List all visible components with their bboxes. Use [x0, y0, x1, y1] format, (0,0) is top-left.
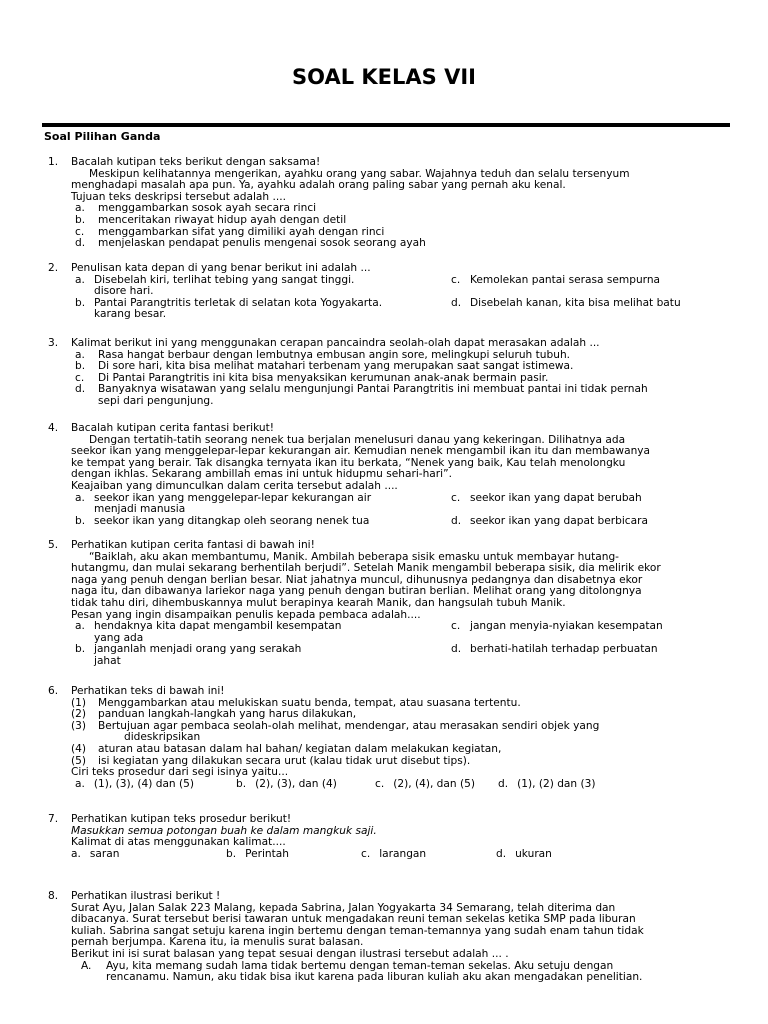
statement-text: Menggambarkan atau melukiskan suatu benda, tempat, atau suasana tertentu. — [98, 696, 521, 709]
option-letter: b. — [75, 643, 86, 656]
option-letter: a. — [75, 491, 85, 504]
option-text: menggambarkan sifat yang dimiliki ayah dengan rinci — [98, 225, 385, 238]
option-letter: d. — [451, 643, 462, 656]
passage-line: naga itu, dan dibawanya lariekor naga yang penuh dengan butiran berlian. Melihat orang yang ditolongnya — [71, 585, 642, 598]
question-number: 3. — [48, 337, 59, 349]
option-a[interactable] — [75, 779, 194, 791]
question-number: 5. — [48, 539, 59, 551]
statement-text: panduan langkah-langkah yang harus dilakukan, — [98, 708, 357, 721]
option-letter: c. — [375, 777, 385, 790]
option-letter: A. — [81, 959, 92, 972]
option-text: seekor ikan yang dapat berubah — [470, 491, 642, 504]
option-text: (1), (2) dan (3) — [517, 777, 596, 790]
question-prompt: Tujuan teks deskripsi tersebut adalah .... — [71, 190, 286, 203]
option-d[interactable] — [71, 384, 711, 407]
option-text: seekor ikan yang ditangkap oleh seorang nenek tua — [94, 514, 370, 527]
option-letter: c. — [451, 620, 461, 633]
statement-number: (5) — [71, 754, 87, 767]
option-a[interactable] — [71, 961, 711, 984]
question-stem: Perhatikan ilustrasi berikut ! — [71, 890, 221, 902]
statement-number: (2) — [71, 708, 87, 721]
passage-line: Surat Ayu, Jalan Salak 223 Malang, kepada Sabrina, Jalan Yogyakarta 34 Semarang, telah diterima dan — [71, 901, 616, 914]
option-letter: d. — [451, 514, 462, 527]
option-d[interactable] — [498, 779, 596, 791]
option-text-continued: menjadi manusia — [94, 503, 186, 516]
option-text: (2), (4), dan (5) — [393, 777, 475, 790]
passage-line: ke tempat yang berair. Tak disangka ternyata ikan itu berkata, “Nenek yang baik, Kau telah menolongku — [71, 456, 626, 469]
option-letter: d. — [75, 383, 86, 396]
option-letter: c. — [451, 491, 461, 504]
question-number: 4. — [48, 422, 59, 434]
option-text: menggambarkan sosok ayah secara rinci — [98, 202, 317, 215]
option-a[interactable] — [71, 275, 424, 298]
option-text: jangan menyia-nyiakan kesempatan — [470, 620, 663, 633]
section-heading: Soal Pilihan Ganda — [44, 130, 161, 143]
option-text: Banyaknya wisatawan yang selalu mengunjungi Pantai Parangtritis ini membuat pantai ini tidak pernah — [98, 383, 648, 396]
question-prompt: Berikut ini isi surat balasan yang tepat sesuai dengan ilustrasi tersebut adalah ... . — [71, 947, 509, 960]
option-letter: d. — [496, 847, 507, 860]
option-letter: d. — [451, 296, 462, 309]
option-a[interactable] — [71, 493, 424, 516]
statement-text: aturan atau batasan dalam hal bahan/ kegiatan dalam melakukan kegiatan, — [98, 742, 502, 755]
statement-text: isi kegiatan yang dilakukan secara urut (kalau tidak urut disebut tips). — [98, 754, 471, 767]
option-text: ukuran — [515, 847, 552, 860]
passage-line: Meskipun kelihatannya mengerikan, ayahku orang yang sabar. Wajahnya teduh dan selalu tersenyum — [89, 167, 630, 180]
option-text: Perintah — [245, 847, 289, 860]
option-text: seekor ikan yang dapat berbicara — [470, 514, 648, 527]
option-c[interactable] — [361, 849, 426, 861]
passage-line: menghadapi masalah apa pun. Ya, ayahku adalah orang paling sabar yang pernah aku kenal. — [71, 179, 566, 192]
option-text: saran — [89, 847, 120, 860]
statement-number: (1) — [71, 696, 87, 709]
option-text: Rasa hangat berbaur dengan lembutnya embusan angin sore, melingkupi seluruh tubuh. — [98, 348, 571, 361]
option-b[interactable] — [71, 298, 424, 321]
question-number: 7. — [48, 813, 59, 825]
statement-5 — [71, 756, 711, 768]
option-b[interactable] — [71, 516, 424, 528]
statement-number: (4) — [71, 742, 87, 755]
option-text: (1), (3), (4) dan (5) — [93, 777, 195, 790]
option-b[interactable] — [236, 779, 337, 791]
option-text-continued: yang ada — [94, 631, 144, 644]
question-prompt: Keajaiban yang dimunculkan dalam cerita tersebut adalah .... — [71, 479, 398, 492]
passage-line: dibacanya. Surat tersebut berisi tawaran untuk mengadakan reuni teman sekelas ketika SMP pada liburan — [71, 913, 636, 926]
question-stem: Bacalah kutipan teks berikut dengan saksama! — [71, 156, 321, 168]
statement-3 — [71, 721, 711, 744]
passage-line: naga yang penuh dengan berlian besar. Niat jahatnya muncul, dihunusnya pedangnya dan disabetnya ekor — [71, 573, 643, 586]
option-letter: b. — [75, 360, 86, 373]
option-text: Kemolekan pantai serasa sempurna — [470, 273, 661, 286]
question-number: 1. — [48, 156, 59, 168]
option-text: hendaknya kita dapat mengambil kesempatan — [94, 620, 342, 633]
quoted-sentence: Masukkan semua potongan buah ke dalam mangkuk saji. — [71, 824, 377, 837]
question-stem: Perhatikan teks di bawah ini! — [71, 685, 225, 697]
option-letter: a. — [75, 202, 85, 215]
question-stem: Perhatikan kutipan cerita fantasi di bawah ini! — [71, 539, 315, 551]
question-prompt: Pesan yang ingin disampaikan penulis kepada pembaca adalah.... — [71, 608, 421, 621]
question-prompt: Kalimat di atas menggunakan kalimat.... — [71, 836, 286, 849]
option-letter: c. — [75, 371, 85, 384]
option-b[interactable] — [71, 644, 424, 667]
option-a[interactable] — [71, 849, 119, 861]
option-c[interactable] — [375, 779, 475, 791]
option-b[interactable] — [226, 849, 289, 861]
passage-line: kuliah. Sabrina sangat setuju karena ingin bertemu dengan teman-temannya yang sudah enam tahun tidak — [71, 924, 644, 937]
passage-line: pernah berjumpa. Karena itu, ia menulis surat balasan. — [71, 936, 364, 949]
option-text: menceritakan riwayat hidup ayah dengan detil — [98, 213, 347, 226]
option-d[interactable] — [496, 849, 552, 861]
passage-line: seekor ikan yang menggelepar-lepar kekurangan air. Kemudian nenek mengambil ikan itu dan membawanya — [71, 445, 651, 458]
option-letter: a. — [75, 273, 85, 286]
option-letter: a. — [75, 777, 85, 790]
passage-line: tidak tahu diri, dihembuskannya mulut berapinya kearah Manik, dan hangsulah tubuh Manik. — [71, 596, 566, 609]
option-a[interactable] — [71, 621, 424, 644]
page-title: SOAL KELAS VII — [292, 65, 476, 89]
option-d[interactable] — [447, 516, 730, 528]
option-letter: c. — [451, 273, 461, 286]
option-d[interactable] — [447, 644, 730, 656]
option-letter: a. — [71, 847, 81, 860]
option-text-continued: karang besar. — [94, 308, 167, 321]
question-number: 6. — [48, 685, 59, 697]
passage-line: Dengan tertatih-tatih seorang nenek tua berjalan menelusuri danau yang kekeringan. Dilihatnya ada — [89, 433, 626, 446]
option-letter: b. — [75, 296, 86, 309]
passage-line: dengan ikhlas. Sekarang ambillah emas ini untuk hidupmu sehari-hari”. — [71, 468, 452, 481]
option-text: menjelaskan pendapat penulis mengenai sosok seorang ayah — [98, 237, 426, 250]
option-letter: b. — [226, 847, 237, 860]
option-text: janganlah menjadi orang yang serakah — [94, 643, 302, 656]
option-text-continued: disore hari. — [94, 285, 154, 298]
option-d[interactable] — [447, 298, 730, 310]
option-text: Ayu, kita memang sudah lama tidak bertemu dengan teman-teman sekelas. Aku setuju dengan — [106, 959, 614, 972]
option-text-continued: jahat — [94, 654, 121, 667]
option-text: Di Pantai Parangtritis ini kita bisa menyaksikan kerumunan anak-anak bermain pasir. — [98, 371, 549, 384]
question-stem: Kalimat berikut ini yang menggunakan cerapan pancaindra seolah-olah dapat merasakan adalah ... — [71, 337, 600, 349]
option-letter: a. — [75, 620, 85, 633]
statement-text-continued: dideskripsikan — [124, 731, 201, 744]
option-letter: c. — [361, 847, 371, 860]
option-c[interactable] — [447, 493, 730, 505]
option-d[interactable] — [71, 238, 711, 250]
option-letter: b. — [75, 514, 86, 527]
question-prompt: Ciri teks prosedur dari segi isinya yaitu... — [71, 766, 289, 779]
question-stem: Penulisan kata depan di yang benar berikut ini adalah ... — [71, 262, 371, 274]
passage-line: “Baiklah, aku akan membantumu, Manik. Ambilah beberapa sisik emasku untuk membayar hutang- — [89, 550, 619, 563]
option-text: Pantai Parangtritis terletak di selatan kota Yogyakarta. — [94, 296, 383, 309]
option-c[interactable] — [447, 275, 730, 287]
statement-text: Bertujuan agar pembaca seolah-olah melihat, mendengar, atau merasakan sendiri objek yang — [98, 719, 600, 732]
option-c[interactable] — [447, 621, 730, 633]
option-letter: a. — [75, 348, 85, 361]
option-text-continued: rencanamu. Namun, aku tidak bisa ikut karena pada liburan kuliah aku akan mengadakan penelitian. — [106, 971, 643, 984]
option-text: seekor ikan yang menggelepar-lepar kekurangan air — [94, 491, 372, 504]
option-letter: b. — [75, 213, 86, 226]
question-stem: Bacalah kutipan cerita fantasi berikut! — [71, 422, 275, 434]
question-number: 8. — [48, 890, 59, 902]
option-text: Di sore hari, kita bisa melihat matahari terbenam yang merupakan saat sangat istimewa. — [98, 360, 574, 373]
option-text: Disebelah kanan, kita bisa melihat batu — [470, 296, 681, 309]
question-number: 2. — [48, 262, 59, 274]
option-letter: b. — [236, 777, 247, 790]
option-text-continued: sepi dari pengunjung. — [98, 394, 214, 407]
header-rule — [42, 123, 730, 127]
option-text: berhati-hatilah terhadap perbuatan — [470, 643, 658, 656]
option-letter: c. — [75, 225, 85, 238]
option-text: (2), (3), dan (4) — [255, 777, 337, 790]
statement-number: (3) — [71, 719, 87, 732]
option-letter: d. — [498, 777, 509, 790]
question-stem: Perhatikan kutipan teks prosedur berikut! — [71, 813, 292, 825]
option-text: Disebelah kiri, terlihat tebing yang sangat tinggi. — [94, 273, 355, 286]
option-text: larangan — [379, 847, 427, 860]
option-letter: d. — [75, 237, 86, 250]
passage-line: hutangmu, dan mulai sekarang berhentilah berjudi”. Setelah Manik mengambil beberapa sisik, dia melirik ekor — [71, 562, 661, 575]
